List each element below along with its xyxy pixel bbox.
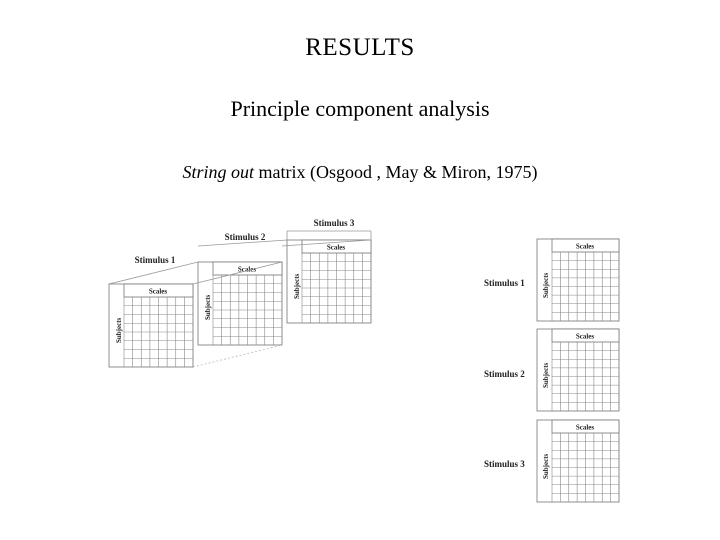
column-label-stimulus-3: Stimulus 3 [484, 459, 525, 469]
stack-label-stimulus-1: Stimulus 1 [134, 255, 176, 265]
stack-label-stimulus-3: Stimulus 3 [313, 218, 355, 228]
slide-title: RESULTS [305, 34, 415, 61]
column-label-stimulus-2: Stimulus 2 [484, 369, 525, 379]
strung-out-matrices [484, 239, 619, 502]
stack-scales-label-3: Scales [326, 243, 346, 252]
column-label-stimulus-1: Stimulus 1 [484, 278, 525, 288]
stacked-matrices [109, 218, 371, 367]
citation-rest: matrix (Osgood , May & Miron, 1975) [254, 162, 538, 182]
column-subjects-label-2: Subjects [542, 362, 550, 388]
slide-subtitle: Principle component analysis [230, 96, 490, 121]
stack-subjects-label-1: Subjects [115, 317, 123, 343]
stack-subjects-label-2: Subjects [204, 294, 212, 320]
column-scales-label-2: Scales [575, 332, 595, 341]
column-subjects-label-1: Subjects [542, 272, 550, 298]
column-matrix-stimulus-3 [484, 420, 619, 502]
stack-scales-label-1: Scales [148, 287, 168, 296]
stack-scales-label-2: Scales [237, 265, 257, 274]
column-matrix-stimulus-1 [484, 239, 619, 321]
column-matrix-stimulus-2 [484, 329, 619, 411]
stack-subjects-label-3: Subjects [293, 273, 301, 299]
column-scales-label-1: Scales [575, 242, 595, 251]
stack-label-stimulus-2: Stimulus 2 [224, 232, 266, 242]
column-scales-label-3: Scales [575, 423, 595, 432]
column-subjects-label-3: Subjects [542, 453, 550, 479]
citation-italic: String out [182, 162, 255, 182]
